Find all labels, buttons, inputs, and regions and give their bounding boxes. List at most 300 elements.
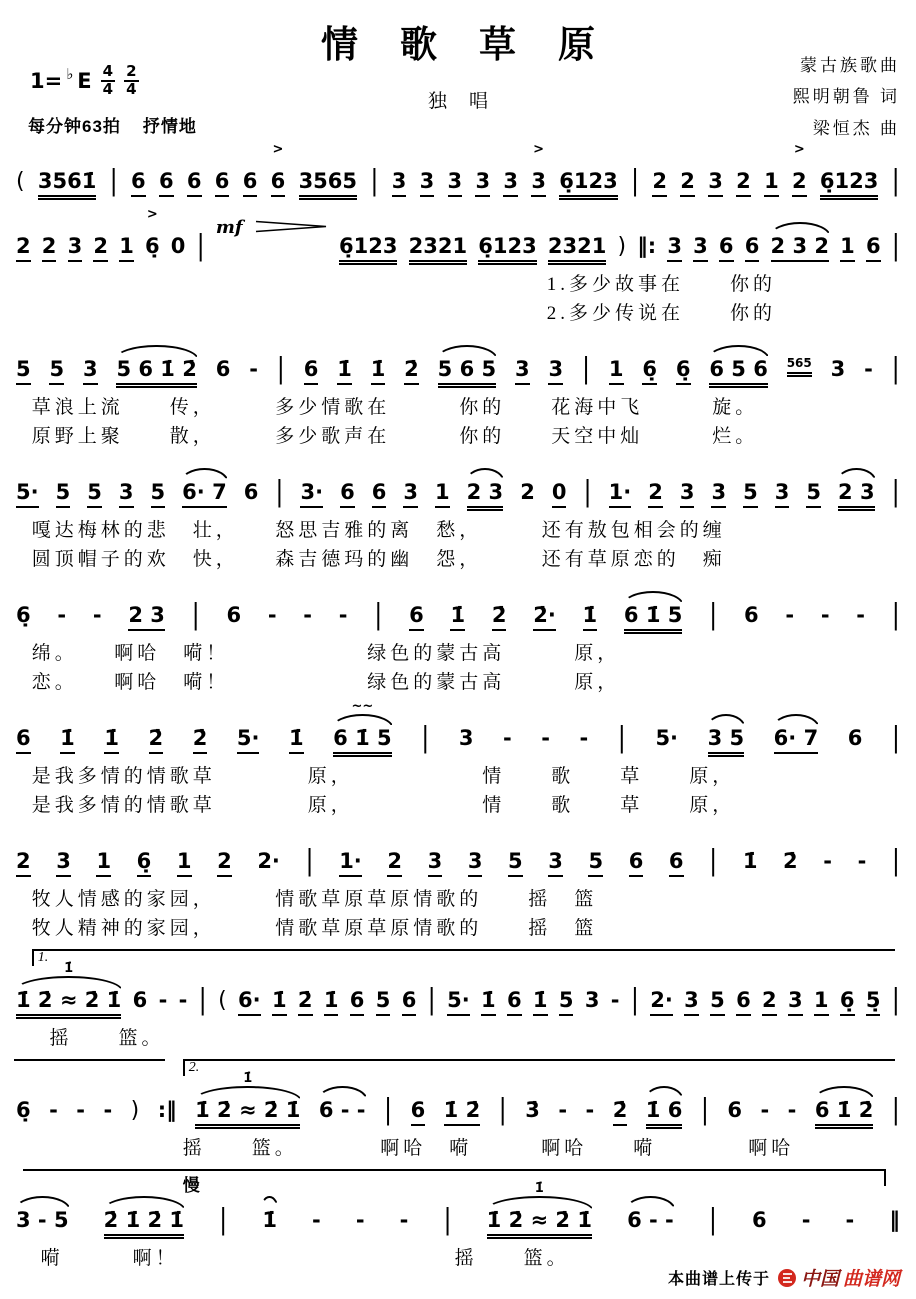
note-group: 6̣ bbox=[840, 988, 855, 1016]
barline: | bbox=[374, 597, 383, 631]
barline: | bbox=[581, 351, 591, 385]
note-group: 3̇ bbox=[525, 1098, 540, 1122]
note-group: 1̇ bbox=[104, 726, 119, 754]
ornament-mark: 1̇ bbox=[243, 1071, 253, 1086]
note-group: 6̣ bbox=[16, 603, 31, 627]
note-group: 1̇ bbox=[450, 603, 465, 631]
lyric-line: 牧人精神的家园， 情歌草原草原情歌的 摇 篮 bbox=[31, 918, 598, 939]
music-system bbox=[14, 574, 902, 697]
duration-dash: - bbox=[267, 603, 277, 627]
lyric-line: 牧人情感的家园， 情歌草原草原情歌的 摇 篮 bbox=[31, 889, 598, 910]
final-barline: ‖ bbox=[889, 1208, 900, 1232]
accent-mark: > bbox=[793, 142, 805, 157]
note-group: 2 3 bbox=[467, 480, 504, 508]
note-group: 5 bbox=[376, 988, 391, 1016]
note-group: 5 bbox=[87, 480, 102, 508]
note-group: 3 bbox=[667, 234, 682, 262]
note-group: 3 bbox=[83, 357, 98, 385]
key-note: E bbox=[77, 68, 92, 93]
lyric-line: 恋。 啊哈 嗬！ 绿色的蒙古高 原， bbox=[31, 672, 621, 693]
note-group: 3 bbox=[548, 357, 563, 385]
music-system bbox=[14, 205, 902, 328]
rest-note: 0 bbox=[170, 234, 186, 258]
note-group: 3 - 5 bbox=[16, 1208, 69, 1232]
note-group: 6 bbox=[350, 988, 365, 1016]
flat-icon: ♭ bbox=[66, 64, 74, 83]
ending-bracket bbox=[183, 1059, 895, 1076]
notes-row bbox=[14, 465, 902, 516]
note-group: 6· 7 bbox=[182, 480, 227, 508]
note-group: 6 bbox=[409, 603, 424, 631]
note-group: 1̇ bbox=[272, 988, 287, 1016]
note-group: 3 bbox=[475, 169, 490, 197]
uploaded-text: 本曲谱上传于 bbox=[667, 1271, 770, 1288]
note-group: 5 bbox=[806, 480, 821, 508]
note-group: 1̇ bbox=[324, 988, 339, 1016]
duration-dash: - bbox=[355, 1208, 365, 1232]
music-system bbox=[14, 943, 902, 1053]
accent-mark: > bbox=[533, 142, 545, 157]
duration-dash: - bbox=[585, 1098, 595, 1122]
tempo-bpm: 每分钟63拍 bbox=[28, 117, 121, 136]
note-group: 6 bbox=[743, 603, 759, 627]
duration-dash: - bbox=[823, 849, 832, 873]
note-group: 1· bbox=[609, 480, 632, 508]
music-system bbox=[14, 820, 902, 943]
note-group: 3 bbox=[775, 480, 790, 508]
note-group: 3561̇ bbox=[38, 169, 96, 197]
barline: | bbox=[219, 1202, 228, 1236]
footer bbox=[668, 1264, 900, 1291]
note-group: 6̣123 bbox=[478, 234, 536, 262]
note-group: 5· bbox=[16, 480, 39, 508]
barline: | bbox=[617, 720, 626, 754]
note-group: 6̣123 bbox=[339, 234, 397, 262]
notes-row bbox=[14, 961, 902, 1024]
note-group: 6 - - bbox=[318, 1098, 366, 1122]
note-group: 5 6 5 bbox=[438, 357, 496, 385]
barline: | bbox=[305, 843, 314, 877]
barline: | bbox=[891, 597, 900, 631]
duration-dash: - bbox=[610, 988, 620, 1012]
duration-dash: - bbox=[338, 603, 348, 627]
note-group: 1̇ 2̇ bbox=[444, 1098, 481, 1126]
note-group: 3565 bbox=[299, 169, 357, 197]
barline: | bbox=[709, 843, 718, 877]
notes-row bbox=[14, 207, 902, 270]
barline: | bbox=[427, 982, 436, 1016]
note-group: 1 bbox=[814, 988, 829, 1016]
duration-dash: - bbox=[158, 988, 168, 1012]
note-group: 3 5 bbox=[708, 726, 745, 754]
note-group: 2̇ bbox=[298, 988, 313, 1016]
note-group: 6 bbox=[745, 234, 760, 262]
note-group: 6 bbox=[132, 988, 148, 1012]
note-group: 3 bbox=[420, 169, 435, 197]
lyric-line: 嘎达梅林的悲 壮， 怒思吉雅的离 愁， 还有敖包相会的缠 bbox=[31, 520, 726, 541]
tempo-change-mark: 慢 bbox=[182, 1176, 200, 1195]
note-group: 3 bbox=[392, 169, 407, 197]
note-group: 3 bbox=[56, 849, 71, 877]
note-group: 2321 bbox=[409, 234, 467, 262]
note-group: 2̇ 1̇ 2̇ 1̇ bbox=[104, 1208, 184, 1236]
note-group: 6 - - bbox=[627, 1208, 674, 1232]
note-group: 3 bbox=[515, 357, 530, 385]
note-group: 5· bbox=[237, 726, 260, 754]
note-group: 6 bbox=[243, 480, 259, 504]
repeat-end: :‖ bbox=[157, 1098, 177, 1122]
site-logo-icon bbox=[777, 1268, 797, 1288]
note-group: 5 bbox=[710, 988, 725, 1016]
note-group: 6̣ bbox=[137, 849, 152, 877]
barline: | bbox=[891, 163, 900, 197]
ornament-mark: ~~ bbox=[351, 699, 374, 714]
duration-dash: - bbox=[785, 603, 795, 627]
song-title: 情歌草原 bbox=[321, 25, 637, 66]
note-group: 6 bbox=[669, 849, 684, 877]
note-group: 1 bbox=[119, 234, 134, 262]
duration-dash: - bbox=[787, 1098, 797, 1122]
note-group: 6 bbox=[372, 480, 387, 508]
duration-dash: - bbox=[76, 1098, 85, 1122]
note-group: 3 bbox=[448, 169, 463, 197]
note-group: 6̣ bbox=[16, 1098, 31, 1122]
note-group: 6· bbox=[238, 988, 261, 1016]
barline: | bbox=[630, 163, 640, 197]
parenthesis: ( bbox=[16, 169, 25, 194]
note-group: 6 bbox=[215, 357, 231, 381]
note-group: 5 bbox=[151, 480, 166, 508]
note-group: 6 bbox=[159, 169, 174, 197]
note-group: 3 bbox=[680, 480, 695, 508]
lyric-line: 是我多情的情歌草 原， 情 歌 草 原， bbox=[31, 795, 736, 816]
note-group: 6 5 6 bbox=[709, 357, 767, 385]
duration-dash: - bbox=[49, 1098, 58, 1122]
barline: | bbox=[583, 474, 592, 508]
note-group: 6 bbox=[243, 169, 258, 197]
duration-dash: - bbox=[92, 603, 102, 627]
barline: | bbox=[421, 720, 430, 754]
note-group: 2̇ bbox=[613, 1098, 628, 1126]
note-group: 1̇ 2̇ ≈ 2̇ 1̇ 1̇ bbox=[16, 988, 121, 1016]
barline: | bbox=[443, 1202, 452, 1236]
note-group: 6̣ bbox=[642, 357, 657, 385]
note-group: 6 bbox=[402, 988, 417, 1016]
duration-dash: - bbox=[249, 357, 258, 381]
note-group: 2 bbox=[217, 849, 232, 877]
notes-row bbox=[14, 1071, 902, 1134]
credit-lyricist: 熙明朝鲁 词 bbox=[792, 87, 900, 107]
note-group: 3 bbox=[548, 849, 563, 877]
duration-dash: - bbox=[103, 1098, 113, 1122]
ending-bracket bbox=[23, 1169, 886, 1186]
barline: | bbox=[370, 163, 379, 197]
site-logo[interactable] bbox=[777, 1264, 900, 1291]
note-group: 2 bbox=[736, 169, 751, 197]
notes-row bbox=[14, 142, 902, 205]
note-group: 6 bbox=[16, 726, 31, 754]
duration-dash: - bbox=[801, 1208, 811, 1232]
notes-row bbox=[14, 699, 902, 762]
notes-row bbox=[14, 588, 902, 639]
duration-dash: - bbox=[845, 1208, 855, 1232]
note-group: 2 3 bbox=[128, 603, 165, 631]
note-group: 2 3 2 bbox=[771, 234, 829, 262]
ornament-mark: 1̇ bbox=[64, 961, 74, 976]
music-system bbox=[14, 451, 902, 574]
note-group: 6 1̇ 2̇ bbox=[815, 1098, 873, 1126]
note-group: 6 bbox=[187, 169, 202, 197]
note-group: 3 bbox=[403, 480, 418, 508]
barline: | bbox=[191, 597, 200, 631]
note-group: 2 bbox=[648, 480, 663, 508]
barline: | bbox=[700, 1092, 709, 1126]
note-group: 1̇ bbox=[262, 1208, 277, 1232]
barline: | bbox=[384, 1092, 393, 1126]
note-group: 2321 bbox=[548, 234, 606, 262]
barline: | bbox=[891, 843, 900, 877]
duration-dash: - bbox=[820, 603, 830, 627]
note-group: 3 bbox=[788, 988, 803, 1016]
note-group: 2 bbox=[16, 849, 31, 877]
note-group: 2̇ bbox=[404, 357, 419, 385]
music-system bbox=[14, 328, 902, 451]
score bbox=[14, 140, 902, 1273]
note-group: 5 6 1̇ 2̇ bbox=[116, 357, 196, 385]
notes-row bbox=[14, 834, 902, 885]
note-group: 6 bbox=[507, 988, 522, 1016]
note-group: 2 > bbox=[792, 169, 807, 197]
duration-dash: - bbox=[579, 726, 589, 750]
lyric-line: 原野上聚 散， 多少歌声在 你的 天空中灿 烂。 bbox=[31, 426, 759, 447]
note-group: 2· bbox=[650, 988, 673, 1016]
note-group: 2 bbox=[520, 480, 535, 504]
note-group: 2̇ bbox=[149, 726, 164, 754]
site-name-cn: 中国 bbox=[800, 1269, 839, 1290]
duration-dash: - bbox=[399, 1208, 409, 1232]
note-group: 6 bbox=[847, 726, 863, 750]
note-group: 6̣ bbox=[676, 357, 691, 385]
duration-dash: - bbox=[503, 726, 512, 750]
note-group: 6 bbox=[340, 480, 355, 508]
note-group: 5 bbox=[56, 480, 71, 508]
duration-dash: - bbox=[760, 1098, 770, 1122]
duration-dash: - bbox=[178, 988, 188, 1012]
note-group: 2 bbox=[680, 169, 695, 197]
barline: | bbox=[891, 1092, 900, 1126]
note-group: 1 bbox=[96, 849, 111, 877]
note-group: 2 3 bbox=[838, 480, 875, 508]
note-group: 6 bbox=[727, 1098, 742, 1122]
barline: | bbox=[275, 474, 284, 508]
repeat-begin: ‖: bbox=[637, 234, 657, 258]
note-group: 5· bbox=[447, 988, 470, 1016]
duration-dash: - bbox=[541, 726, 550, 750]
note-group: 1̇ 6 bbox=[646, 1098, 683, 1126]
expression-mark: 抒情地 bbox=[142, 117, 197, 136]
note-group: 2 bbox=[93, 234, 108, 262]
note-group: 3 bbox=[468, 849, 483, 877]
note-group: 2· bbox=[257, 849, 280, 873]
note-group: 1̇ bbox=[481, 988, 496, 1016]
note-group: 2̇ bbox=[492, 603, 507, 631]
duration-dash: - bbox=[856, 603, 866, 627]
duration-dash: - bbox=[864, 357, 873, 381]
note-group: 1 bbox=[609, 357, 624, 385]
ending-label: 2. bbox=[188, 1060, 200, 1075]
site-name-rest: 曲谱网 bbox=[842, 1269, 900, 1290]
note-group: 6 > bbox=[271, 169, 286, 197]
note-group: 3· bbox=[300, 480, 323, 508]
lyric-line: 绵。 啊哈 嗬！ 绿色的蒙古高 原， bbox=[31, 643, 621, 664]
music-system bbox=[14, 697, 902, 820]
note-group: 1̇ bbox=[337, 357, 352, 385]
lyric-line: 圆顶帽子的欢 快， 森吉德玛的幽 怨， 还有草原恋的 痴 bbox=[31, 549, 726, 570]
duration-dash: - bbox=[857, 849, 867, 873]
note-group: 3 bbox=[68, 234, 83, 262]
note-group: 3 bbox=[119, 480, 134, 508]
note-group: 1̇ bbox=[583, 603, 598, 631]
lyric-line: 摇 篮。 bbox=[49, 1028, 165, 1049]
parenthesis: ) bbox=[617, 234, 627, 259]
note-group: 1̇ bbox=[533, 988, 548, 1016]
barline: | bbox=[891, 351, 900, 385]
music-system bbox=[14, 1053, 902, 1163]
note-group: 6 bbox=[215, 169, 230, 197]
note-group: 2 bbox=[762, 988, 777, 1016]
barline: | bbox=[708, 1202, 717, 1236]
note-group: 6 bbox=[866, 234, 881, 262]
note-group: 2 bbox=[652, 169, 667, 197]
note-group: 6 bbox=[226, 603, 242, 627]
note-group: 6· 7 bbox=[774, 726, 819, 754]
parenthesis: ( bbox=[218, 988, 227, 1013]
accent-mark: > bbox=[272, 142, 284, 157]
ending-label: 1. bbox=[37, 950, 49, 965]
note-group: 1̇ bbox=[289, 726, 304, 754]
note-group: 5 bbox=[16, 357, 31, 385]
lyric-line: 2.多少传说在 你的 bbox=[546, 303, 777, 324]
lyric-line: 1.多少故事在 你的 bbox=[546, 274, 777, 295]
barline: | bbox=[891, 474, 900, 508]
note-group: 3 bbox=[458, 726, 474, 750]
note-group: 3 bbox=[684, 988, 699, 1016]
barline: | bbox=[891, 982, 900, 1016]
ending-bracket bbox=[32, 949, 895, 966]
note-group: 6 1̇ 5 ~~ bbox=[333, 726, 391, 754]
note-group: 1̇ bbox=[371, 357, 386, 385]
barline: | bbox=[196, 228, 205, 262]
credit-origin: 蒙古族歌曲 bbox=[800, 56, 900, 75]
credit-composer: 梁恒杰 曲 bbox=[812, 118, 900, 138]
note-group: 6 bbox=[752, 1208, 767, 1232]
ornament-mark: 1̇ bbox=[534, 1181, 544, 1196]
note-group: 5̣ bbox=[866, 988, 881, 1016]
notes-row bbox=[14, 342, 902, 393]
note-group: 6̣123 bbox=[820, 169, 878, 197]
note-group: 6 bbox=[304, 357, 319, 385]
barline: | bbox=[891, 720, 900, 754]
barline: | bbox=[891, 228, 900, 262]
grace-notes: 565 bbox=[787, 356, 812, 374]
note-group: 5 bbox=[49, 357, 64, 385]
note-group: 3 bbox=[693, 234, 708, 262]
barline: | bbox=[630, 982, 639, 1016]
barline: | bbox=[276, 351, 285, 385]
accent-mark: > bbox=[146, 207, 158, 222]
duration-dash: - bbox=[303, 603, 313, 627]
barline: | bbox=[198, 982, 207, 1016]
note-group: 2 bbox=[42, 234, 57, 262]
note-group: 5 bbox=[743, 480, 758, 508]
note-group: 2̇ bbox=[193, 726, 208, 754]
note-group: 6 bbox=[131, 169, 146, 197]
ending-bracket bbox=[14, 1059, 165, 1076]
note-group: 6 bbox=[736, 988, 751, 1016]
notes-row bbox=[14, 1181, 902, 1244]
note-group: 3 bbox=[584, 988, 600, 1012]
note-group: 1 bbox=[764, 169, 779, 197]
note-group: 6 bbox=[411, 1098, 426, 1126]
parenthesis: ) bbox=[130, 1098, 140, 1123]
note-group: 2 bbox=[387, 849, 402, 877]
lyric-line: 嗬 啊！ 摇 篮。 bbox=[40, 1248, 570, 1269]
note-group: 1̇ 2̇ ≈ 2̇ 1̇ 1̇ bbox=[487, 1208, 592, 1236]
lyric-line: 是我多情的情歌草 原， 情 歌 草 原， bbox=[31, 766, 736, 787]
barline: | bbox=[709, 597, 718, 631]
note-group: 5 bbox=[588, 849, 603, 877]
note-group: 1 bbox=[840, 234, 855, 262]
note-group: 3 > bbox=[531, 169, 546, 197]
note-group: 1̇ bbox=[60, 726, 75, 754]
performance-type: 独唱 bbox=[427, 91, 510, 112]
note-group: 1̇ bbox=[742, 849, 758, 873]
note-group: 6̣ > bbox=[144, 207, 160, 258]
note-group: 1 bbox=[177, 849, 192, 877]
note-group: 1̇ 2̇ ≈ 2̇ 1̇ 1̇ bbox=[195, 1098, 300, 1126]
note-group: 3 bbox=[708, 169, 723, 197]
note-group: 2̇ bbox=[783, 849, 798, 873]
note-group: 5· bbox=[655, 726, 679, 750]
key-prefix: 1= bbox=[30, 68, 63, 93]
barline: | bbox=[109, 163, 118, 197]
note-group: 3 bbox=[428, 849, 443, 877]
note-group: 3 bbox=[830, 357, 846, 381]
note-group: 3 bbox=[503, 169, 518, 197]
dynamic-marking: mf bbox=[215, 217, 243, 238]
note-group: 6 1̇ 5 bbox=[624, 603, 682, 631]
note-group: 5 bbox=[559, 988, 574, 1016]
rest-note: 0 bbox=[552, 480, 567, 508]
tempo-line bbox=[28, 112, 219, 137]
note-group: 6̣123 bbox=[559, 169, 617, 197]
time-signature-2: $\frac{2}{4}$ bbox=[126, 62, 137, 98]
note-group: 6 bbox=[719, 234, 734, 262]
note-group: 5 bbox=[508, 849, 523, 877]
time-signature-1: $\frac{4}{4}$ bbox=[102, 62, 114, 98]
duration-dash: - bbox=[312, 1208, 321, 1232]
music-system bbox=[14, 140, 902, 205]
music-system bbox=[14, 1163, 902, 1273]
note-group: 2 bbox=[16, 234, 31, 262]
duration-dash: - bbox=[558, 1098, 568, 1122]
note-group: 1· bbox=[339, 849, 362, 877]
barline: | bbox=[498, 1092, 507, 1126]
note-group: 6 bbox=[629, 849, 644, 877]
duration-dash: - bbox=[57, 603, 67, 627]
lyric-line: 草浪上流 传， 多少情歌在 你的 花海中飞 旋。 bbox=[31, 397, 759, 418]
decrescendo-hairpin bbox=[254, 220, 328, 233]
